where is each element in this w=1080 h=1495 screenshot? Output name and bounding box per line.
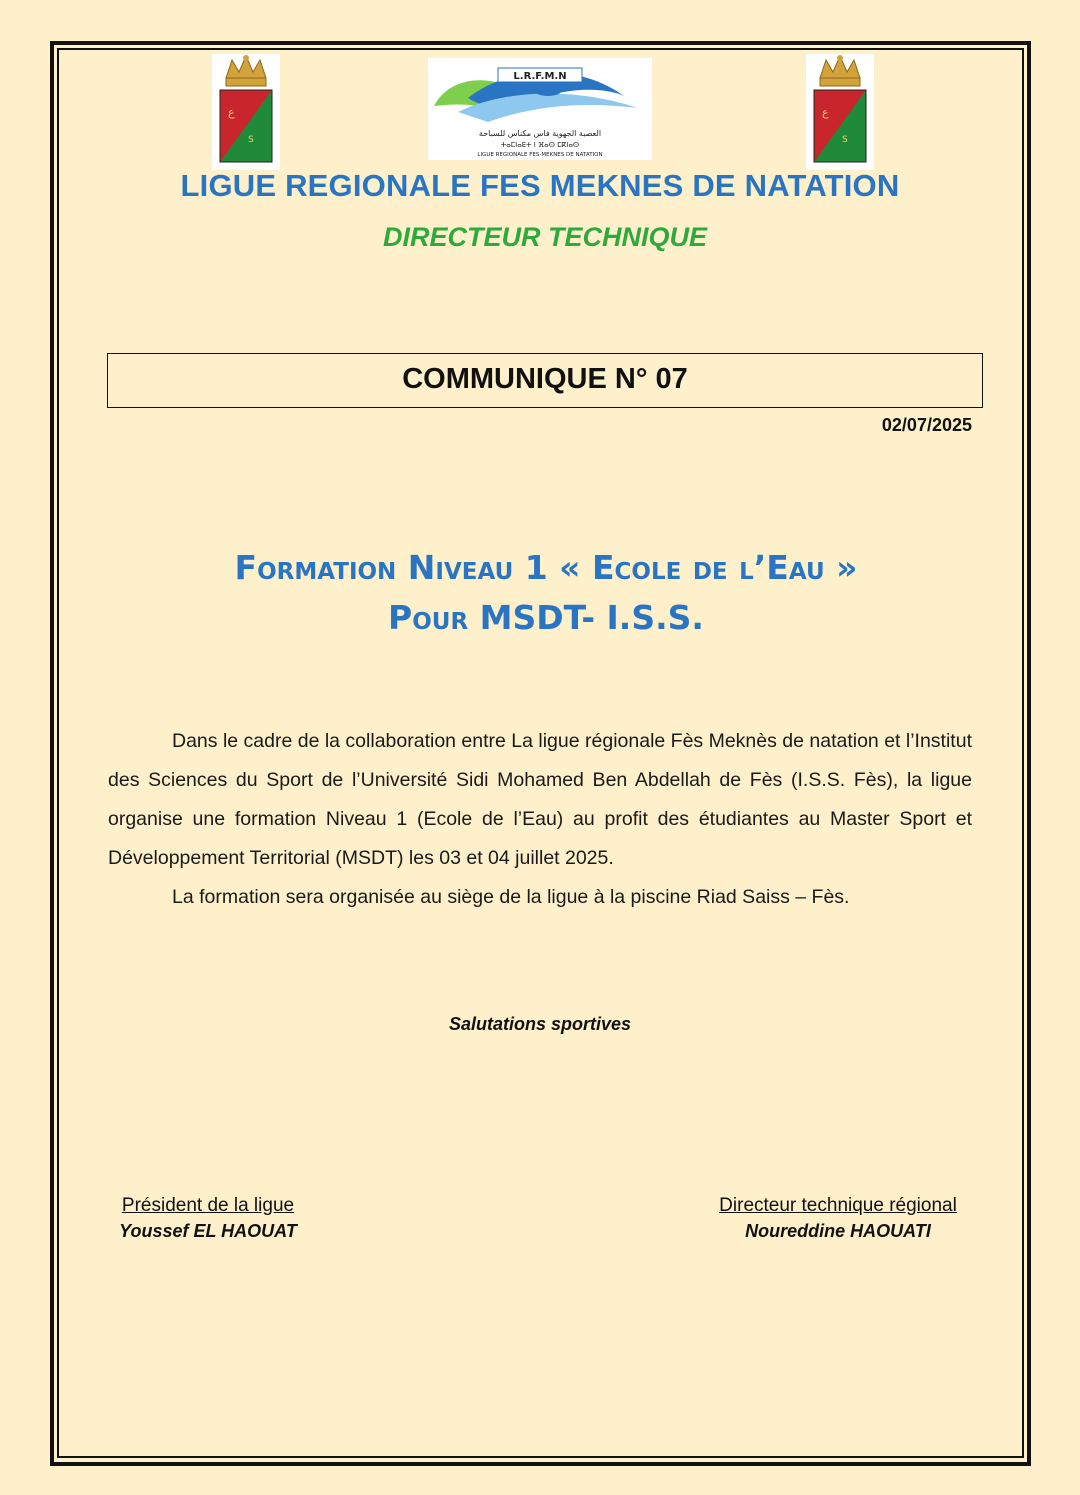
formation-title-line1: Formation Niveau 1 « Ecole de l’Eau » <box>234 548 858 587</box>
closing-salutations: Salutations sportives <box>448 1014 632 1034</box>
logo-subtitle: LIGUE REGIONALE FES-MEKNES DE NATATION <box>477 152 603 158</box>
communique-title: COMMUNIQUE N° 07 <box>107 353 983 408</box>
svg-text:ع: ع <box>822 106 829 119</box>
logo-acronym: L.R.F.M.N <box>513 71 567 82</box>
body-paragraph: Dans le cadre de la collaboration entre La ligue régionale Fès Meknès de natation et l’Institut des Sciences du Sport de l’Université Sidi Mohamed Ben Abdellah de Fès (I.S.S. Fès), la ligue organise une formation Niveau 1 (Ecole de l’Eau) au profit des étudiantes au Master Sport et Développement Territorial (MSDT) les 03 et 04 juillet 2025. <box>108 730 972 869</box>
club-crest-right-icon <box>806 54 874 170</box>
body-paragraph: La formation sera organisée au siège de la ligue à la piscine Riad Saiss – Fès. <box>172 886 850 908</box>
signature-role: Président de la ligue <box>121 1195 295 1216</box>
formation-title-line2: Pour MSDT- I.S.S. <box>388 598 704 637</box>
logo-tifinagh-text: ⵜⴰⵎⵏⴰⴹⵜ ⵏ ⴼⴰⵙ ⵎⴽⵏⴰⵙ <box>500 141 580 149</box>
club-crest-left-icon <box>212 54 280 170</box>
league-title: LIGUE REGIONALE FES MEKNES DE NATATION <box>180 168 900 203</box>
signature-president <box>108 1194 308 1244</box>
signature-technical-director <box>700 1194 976 1244</box>
swimmer-wave-logo-icon <box>428 58 652 160</box>
logo-arabic-text: العصبة الجهوية فاس مكناس للسباحة <box>478 129 602 138</box>
signature-name: Youssef EL HAOUAT <box>119 1221 297 1241</box>
communique-date: 02/07/2025 <box>881 415 972 435</box>
svg-text:S: S <box>248 135 254 145</box>
department-title: DIRECTEUR TECHNIQUE <box>382 222 707 252</box>
signature-role: Directeur technique régional <box>719 1195 957 1216</box>
league-logo <box>428 58 652 160</box>
signature-name: Noureddine HAOUATI <box>745 1221 931 1241</box>
communique-body <box>108 722 972 917</box>
svg-text:S: S <box>842 135 848 145</box>
svg-text:ع: ع <box>228 106 235 119</box>
